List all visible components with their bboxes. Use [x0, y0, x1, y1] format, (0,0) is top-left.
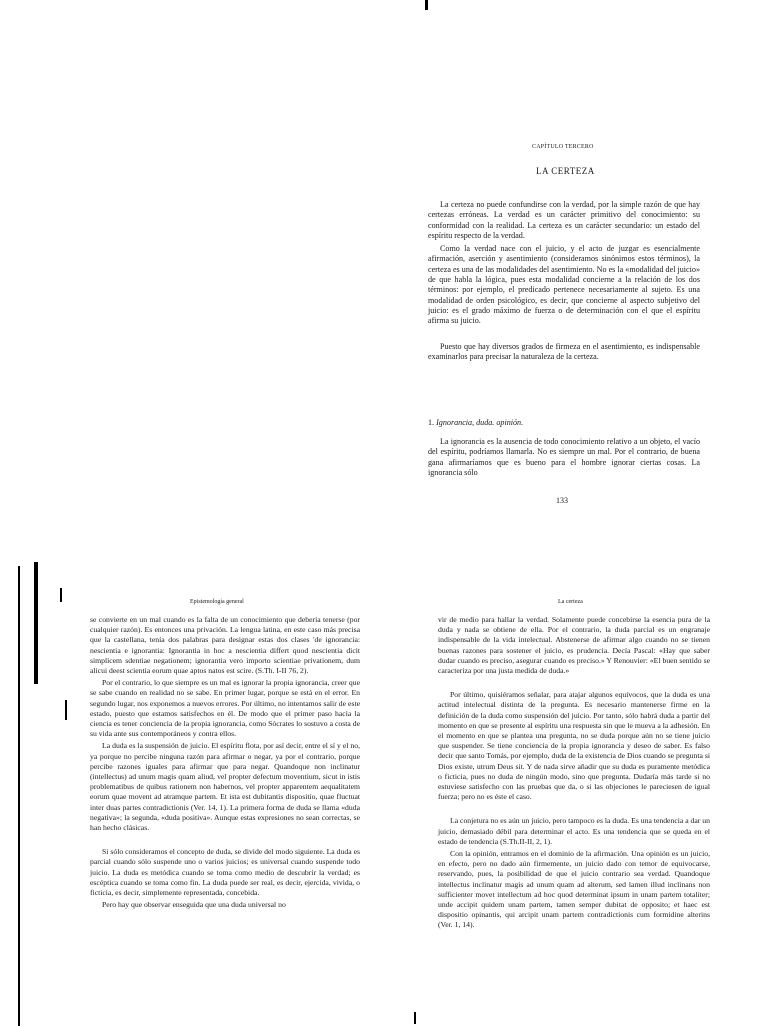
body-paragraph: vir de medio para hallar la verdad. Solamente puede concebirse la esencia pura de la duda y nada se obtiene de ella. Por el contrario, la duda parcial es un engranaje indispensable de la vida intelectual. Abstenerse de afirmar algo cuando no se tienen buenas razones para sostener el juicio, es prudencia. Decía Pascal: «Hay que saber dudar cuando es preciso, asegurar cuando es preciso.» Y Renouvier: «El buen sentido se caracteriza por una justa medida de duda.»	[438, 615, 710, 676]
body-paragraph: La duda es la suspensión de juicio. El espíritu flota, por así decir, entre el sí y el no, ya porque no percibe ninguna razón para afirmar o negar, ya por el contrario, porque percibe razones iguales para afirmar que para negar. Quandoque non inclinatur (intellectus) ad unum magis quam aliud, vel propter defectum moventium, sicut in istis problematibus de quibus rationem non habernos, vel propter apparentem aequalitatem eorum quae movent ad atramque partem. Et ista est dubitantis dispositio, quae fluctuat inter duas partes contradictionis (Ver. 14, 1). La primera forma de duda se llama «duda negativa»; la segunda, «duda positiva». Aunque estas expresiones no sean correctas, se han hecho clásicas.	[90, 741, 360, 833]
scan-edge-mark	[18, 566, 20, 1026]
scan-edge-mark	[34, 562, 38, 684]
body-paragraph: Pero hay que observar enseguida que una duda universal no	[102, 900, 286, 910]
body-paragraph: Por último, quisiéramos señalar, para atajar algunos equívocos, que la duda es una actitud intelectual distinta de la pregunta. Es necesario mantenerse firme en la definición de la duda como suspensión del juicio. Por tanto, sólo habrá duda a partir del momento en que se presente al espíritu una respuesta sin que le mueva a la adhesión. En el momento en que se plantea una pregunta, no se duda porque aún no se tiene juicio que suspender. Se tiene conciencia de la propia ignorancia y deseo de saber. Es falso decir que santo Tomás, por ejemplo, duda de la existencia de Dios cuando se pregunta si Dios existe, utrum Deus sit. Y de nada sirve añadir que su duda es puramente metódica o ficticia, pues no duda de ningún modo, sino que pregunta. Dudaría más tarde si no estuviese satisfecho con las pruebas que da, o si las objeciones le pareciesen de igual fuerza; pero no es éste el caso.	[438, 690, 710, 802]
body-paragraph: Con la opinión, entramos en el dominio de la afirmación. Una opinión es un juicio, en efecto, pero no dado aún firmemente, un juicio dado con temor de equivocarse, reservando, pues, la posibilidad de que el juicio contrario sea verdad. Quandoque intellectus inclinatur magis ad unum quam ad alterum, sed lamen illud inclinans non sufficienter movet intellectum ad hoc quod determinat ipsum in unam partem totaliter; unde accipit quidem unam partem, tamen semper dubitat de opposito; et haec est dispositio opinantis, qui arcipit unam partem contradictionis cum formidine alterins (Ver. 1, 14).	[438, 849, 710, 930]
section-title: Ignorancia, duda. opinión.	[436, 418, 524, 427]
body-paragraph: Si sólo consideramos el concepto de duda, se divide del modo siguiente. La duda es parcial cuando sólo suspende uno o varios juicios; es universal cuando suspende todo juicio. La duda es metódica cuando se toma como medio de descubrir la verdad; es escéptica cuando se toma como fin. La duda puede ser real, es decir, ejercida, vivida, o ficticia, es decir, simplemente representada, concebida.	[90, 847, 360, 898]
scan-edge-mark	[414, 1012, 416, 1024]
chapter-intro	[428, 200, 700, 362]
section-body	[428, 437, 700, 478]
intro-paragraph: Puesto que hay diversos grados de firmeza en el asentimiento, es indispensable examinarlos para precisar la naturaleza de la certeza.	[428, 341, 700, 361]
section-heading	[428, 418, 523, 427]
scan-edge-mark	[425, 0, 428, 10]
chapter-label: CAPÍTULO TERCERO	[532, 144, 594, 150]
page-number: 133	[556, 496, 568, 505]
intro-paragraph: La certeza no puede confundirse con la verdad, por la simple razón de que hay certezas erróneas. La verdad es un carácter primitivo del conocimiento: su conformidad con la realidad. La certeza es un carácter secundario: un estado del espíritu respecto de la verdad.	[428, 200, 700, 240]
intro-paragraph: Como la verdad nace con el juicio, y el acto de juzgar es esencialmente afirmación, aserción y asentimiento (consideramos sinónimos estos términos), la certeza es una de las modalidades del asentimiento. No es la «modalidad del juicio» de que habla la lógica, pues esta modalidad concierne a la relación de los dos términos: por ejemplo, el predicado pertenece necesariamente al sujeto. Es una modalidad de orden psicológico, es decir, que concierne al aspecto subjetivo del juicio: es el grado máximo de fuerza o de determinación con el que el espíritu afirma su juicio.	[428, 244, 700, 326]
running-header: Epistemología general	[190, 599, 244, 605]
right-page-body	[438, 615, 710, 931]
section-paragraph: La ignorancia es la ausencia de todo conocimiento relativo a un objeto, el vacío del espíritu, podríamos llamarla. No es siempre un mal. Por el contrario, de buena gana afirmaríamos que es bueno para el hombre ignorar ciertas cosas. La ignorancia sólo	[428, 437, 700, 477]
scan-edge-mark	[65, 700, 67, 720]
running-header: La certeza	[558, 599, 583, 605]
scan-edge-mark	[60, 588, 62, 602]
section-number: 1.	[428, 418, 435, 427]
chapter-title: LA CERTEZA	[536, 166, 595, 176]
body-paragraph: Por el contrario, lo que siempre es un mal es ignorar la propia ignorancia, creer que se sabe cuando en realidad no se sabe. En primer lugar, porque se está en el error. En segundo lugar, nos exponemos a nuevos errores. Por último, no intentamos salir de este estado, puesto que estamos satisfechos en él. De modo que el primer paso hacia la ciencia es tener conciencia de la propia ignorancia, como Sócrates lo sostuvo a costa de su vida ante sus contemporáneos y contra ellos.	[90, 678, 360, 739]
body-paragraph: La conjetura no es aún un juicio, pero tampoco es la duda. Es una tendencia a dar un juicio, demasiado débil para determinar el acto. Es una tendencia que se queda en el estado de tendencia (S.Th.II-II, 2, 1).	[438, 816, 710, 846]
left-page-body	[90, 615, 360, 910]
body-paragraph: se convierte en un mal cuando es la falta de un conocimiento que debería tenerse (por cualquier razón). Es entonces una privación. La lengua latina, en este caso más precisa que la castellana, tenía dos palabras para designar estas dos clases 'de ignorancia: nescientia e ignorantia: Ignorantia in hoc a nescientia differt quod nescientia dicit simplicem sdentiae negationem; ignorantia vero importo scientiae privationem, dum alicui deest scientia eorum quae aptos natos est scire. (S.Th. I-II 76, 2).	[90, 615, 360, 676]
